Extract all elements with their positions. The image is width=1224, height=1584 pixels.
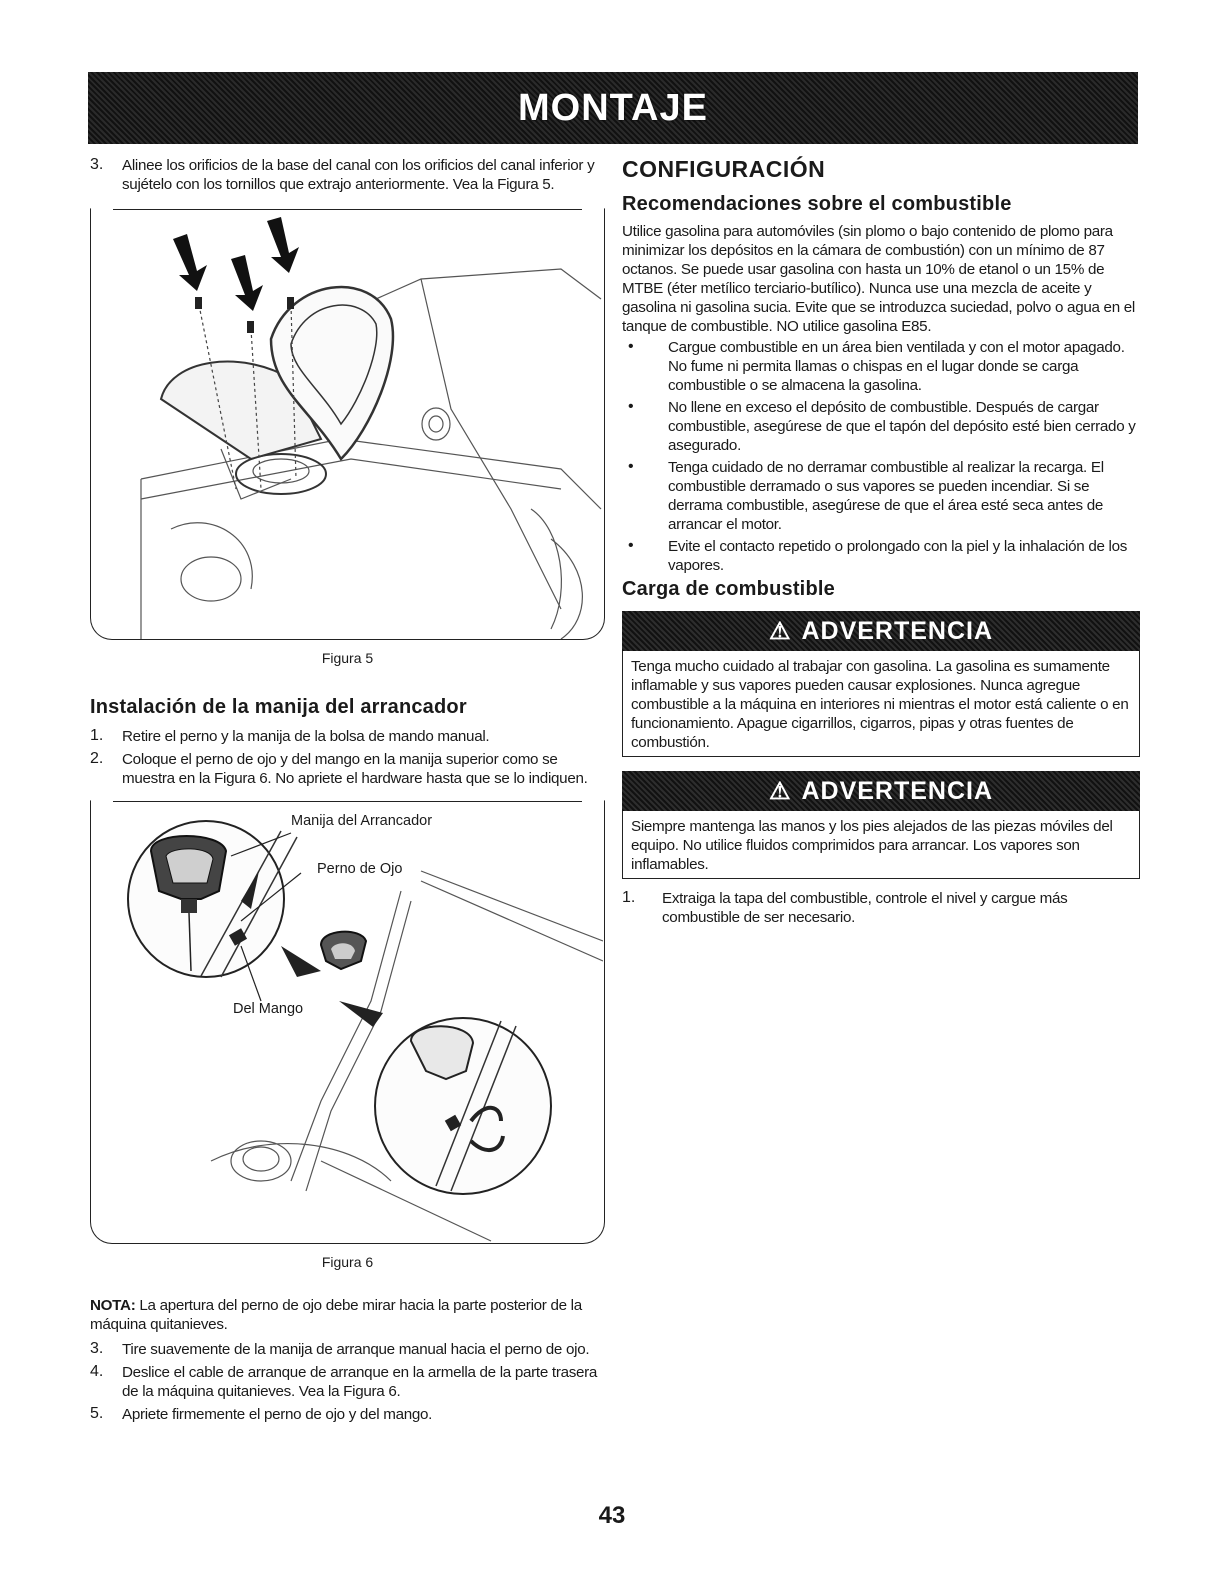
step-text: Apriete firmemente el perno de ojo y del mango.: [122, 1406, 433, 1423]
bullet-dot: •: [628, 398, 634, 415]
warning-title: ADVERTENCIA: [801, 776, 994, 805]
note-label: NOTA:: [90, 1297, 136, 1314]
after-step-4: [90, 1363, 605, 1401]
install-starter-heading: Instalación de la manija del arrancador: [90, 696, 467, 718]
install-step-1: [90, 727, 605, 746]
arrows: [173, 217, 299, 311]
warning-text: Tenga mucho cuidado al trabajar con gasolina. La gasolina es sumamente inflamable y sus vapores pueden causar explosiones. Nunca agregue combustible a la máquina en interiores ni mientras el motor está caliente o en funcionamiento. Apague cigarrillos, cigarros, pipas y otras fuentes de combustión.: [631, 658, 1129, 751]
after-step-5: [90, 1405, 605, 1424]
step-number: 1.: [90, 727, 104, 744]
fuel-step-1: [622, 889, 1140, 927]
fuel-bullet-1: [622, 338, 1140, 395]
page-number: 43: [598, 1502, 626, 1529]
step-number: 2.: [90, 750, 104, 767]
note-text: La apertura del perno de ojo debe mirar hacia la parte posterior de la máquina quitanieves.: [90, 1297, 582, 1333]
bullet-dot: •: [628, 458, 634, 475]
bullet-text: Evite el contacto repetido o prolongado con la piel y la inhalación de los vapores.: [668, 538, 1128, 574]
fuel-bullet-4: [622, 537, 1140, 575]
step-text: Tire suavemente de la manija de arranque manual hacia el perno de ojo.: [122, 1341, 590, 1358]
step-text: Retire el perno y la manija de la bolsa de mando manual.: [122, 728, 490, 745]
warning-triangle-icon: ⚠: [768, 617, 792, 645]
step-number: 5.: [90, 1405, 104, 1422]
warning-triangle-icon: ⚠: [768, 777, 792, 805]
page-title: MONTAJE: [518, 86, 708, 129]
figure-6: [90, 800, 605, 1244]
right-column: [622, 156, 1140, 931]
fuel-loading-heading: Carga de combustible: [622, 578, 835, 600]
label-eye-bolt: Perno de Ojo: [317, 861, 403, 877]
step-number: 4.: [90, 1363, 104, 1380]
configuration-heading: CONFIGURACIÓN: [622, 156, 826, 182]
left-column: [90, 156, 605, 1428]
bullet-text: No llene en exceso el depósito de combustible. Después de cargar combustible, asegúrese de que el tapón del depósito esté bien cerrado y asegurado.: [668, 399, 1136, 454]
fuel-bullet-3: [622, 458, 1140, 534]
step-text: Alinee los orificios de la base del canal con los orificios del canal inferior y sujételo con los tornillos que extrajo anteriormente. Vea la Figura 5.: [122, 157, 595, 193]
step-number: 3.: [90, 1340, 104, 1357]
warning-title: ADVERTENCIA: [801, 616, 994, 645]
fuel-bullet-2: [622, 398, 1140, 455]
after-step-3: [90, 1340, 605, 1359]
figure-6-caption: Figura 6: [321, 1254, 374, 1270]
label-handle-bolt: Del Mango: [233, 1001, 304, 1017]
step-text: Deslice el cable de arranque de arranque en la armella de la parte trasera de la máquina quitanieves. Vea la Figura 6.: [122, 1364, 598, 1400]
figure-5-caption: Figura 5: [321, 650, 374, 666]
bullet-dot: •: [628, 338, 634, 355]
bullet-text: Cargue combustible en un área bien ventilada y con el motor apagado. No fume ni permita llamas o chispas en el lugar donde se carga combustible o se almacena la gasolina.: [668, 339, 1125, 394]
fuel-intro-paragraph: Utilice gasolina para automóviles (sin plomo o bajo contenido de plomo para minimizar los depósitos en la cámara de combustión) con un mínimo de 87 octanos. Se puede usar gasolina con hasta un 10% de etanol o un 15% de MTBE (éter metílico terciario-butílico). Nunca use una mezcla de aceite y gasolina ni gasolina sucia. Evite que se introduzca suciedad, polvo o agua en el tanque de combustible. NO utilice gasolina E85.: [622, 223, 1135, 335]
warning-box-2: [622, 771, 1140, 879]
bullet-dot: •: [628, 537, 634, 554]
warning-text: Siempre mantenga las manos y los pies alejados de las piezas móviles del equipo. No utilice fluidos comprimidos para arrancar. Los vapores son inflamables.: [631, 818, 1113, 873]
warning-header: [622, 611, 1140, 651]
label-starter-handle: Manija del Arrancador: [291, 813, 433, 829]
warning-header: [622, 771, 1140, 811]
step-text: Coloque el perno de ojo y del mango en la manija superior como se muestra en la Figura 6. No apriete el hardware hasta que se lo indiquen.: [122, 751, 588, 787]
install-step-2: [90, 750, 605, 788]
figure-5: [90, 208, 605, 640]
fuel-recommendations-heading: Recomendaciones sobre el combustible: [622, 193, 1012, 215]
step-number: 1.: [622, 889, 636, 906]
step-number: 3.: [90, 156, 104, 173]
section-banner: [88, 72, 1138, 144]
step-3-align: [90, 156, 605, 194]
note-paragraph: [90, 1296, 605, 1334]
bullet-text: Tenga cuidado de no derramar combustible al realizar la recarga. El combustible derramado o sus vapores se pueden incendiar. Si se derrama combustible, asegúrese de que el área esté seca antes de arrancar el motor.: [668, 459, 1104, 533]
warning-box-1: [622, 611, 1140, 757]
chute-assembly-illustration: [91, 209, 603, 639]
step-text: Extraiga la tapa del combustible, controle el nivel y cargue más combustible de ser necesario.: [662, 890, 1068, 926]
